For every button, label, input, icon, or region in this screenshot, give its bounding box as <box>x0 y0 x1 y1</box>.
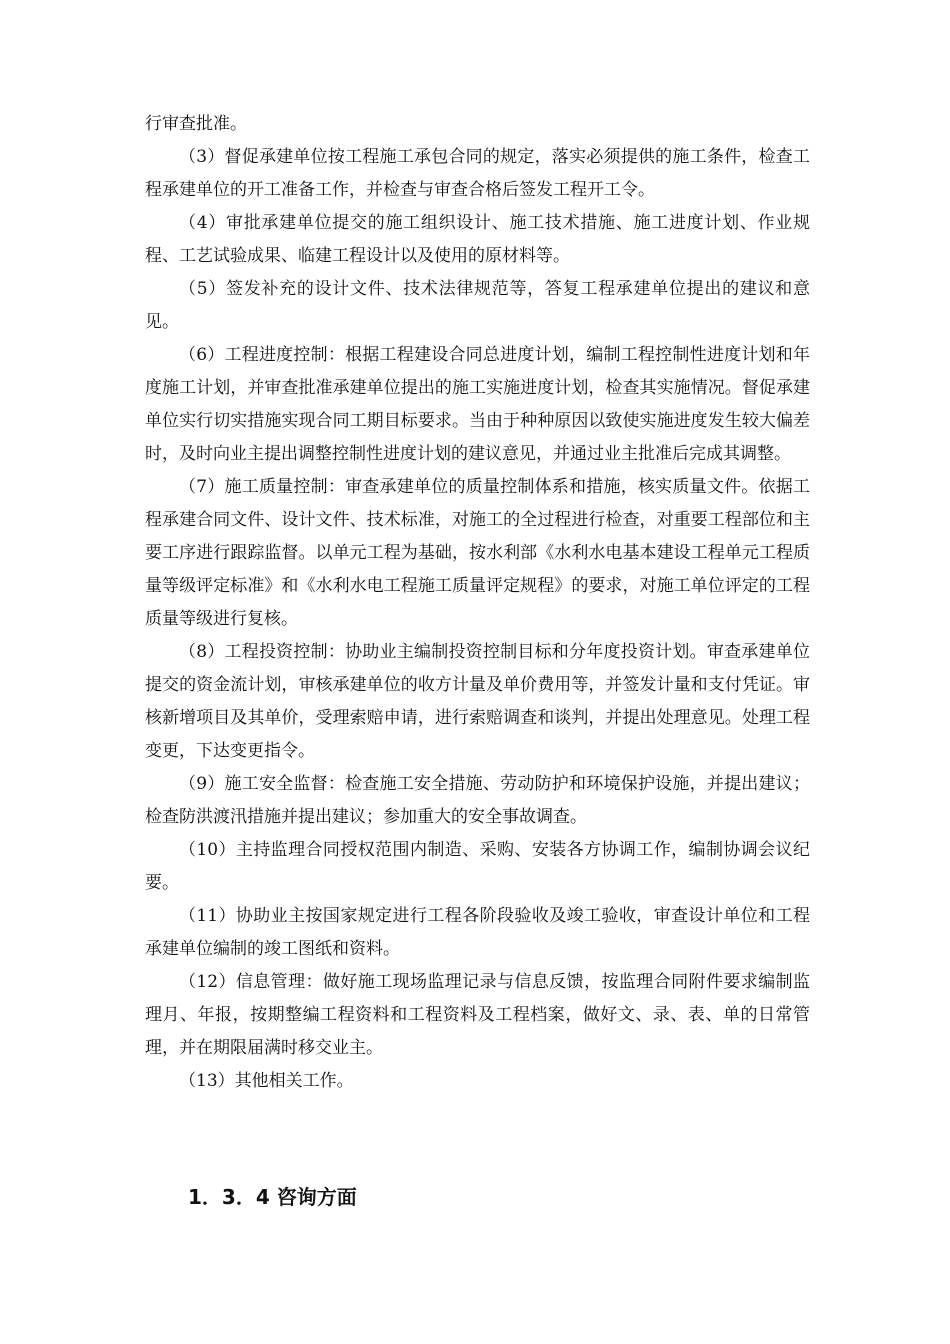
paragraph-item-8: （8）工程投资控制：协助业主编制投资控制目标和分年度投资计划。审查承建单位提交的资金流计划，审核承建单位的收方计量及单价费用等，并签发计量和支付凭证。审核新增项目及其单价，受理索赔申请，进行索赔调查和谈判，并提出处理意见。处理工程变更，下达变更指令。 <box>145 642 810 761</box>
paragraph-item-6: （6）工程进度控制：根据工程建设合同总进度计划，编制工程控制性进度计划和年度施工计划，并审查批准承建单位提出的施工实施进度计划，检查其实施情况。督促承建单位实行切实措施实现合同工期目标要求。当由于种种原因以致使实施进度发生较大偏差时，及时向业主提出调整控制性进度计划的建议意见，并通过业主批准后完成其调整。 <box>145 345 810 464</box>
paragraph-item-4: （4）审批承建单位提交的施工组织设计、施工技术措施、施工进度计划、作业规程、工艺试验成果、临建工程设计以及使用的原材料等。 <box>145 213 810 266</box>
paragraph-item-7: （7）施工质量控制：审查承建单位的质量控制体系和措施，核实质量文件。依据工程承建合同文件、设计文件、技术标准，对施工的全过程进行检查，对重要工程部位和主要工序进行跟踪监督。以单元工程为基础，按水利部《水利水电基本建设工程单元工程质量等级评定标准》和《水利水电工程施工质量评定规程》的要求，对施工单位评定的工程质量等级进行复核。 <box>145 477 810 629</box>
paragraph-item-11: （11）协助业主按国家规定进行工程各阶段验收及竣工验收，审查设计单位和工程承建单位编制的竣工图纸和资料。 <box>145 906 810 959</box>
paragraph-item-3: （3）督促承建单位按工程施工承包合同的规定，落实必须提供的施工条件，检查工程承建单位的开工准备工作，并检查与审查合格后签发工程开工令。 <box>145 147 810 200</box>
paragraph-item-13: （13）其他相关工作。 <box>179 1071 354 1091</box>
paragraph-continuation: 行审查批准。 <box>145 114 247 134</box>
paragraph-item-12: （12）信息管理：做好施工现场监理记录与信息反馈，按监理合同附件要求编制监理月、年报，按期整编工程资料和工程资料及工程档案，做好文、录、表、单的日常管理，并在期限届满时移交业主。 <box>145 972 810 1058</box>
body-text <box>145 108 810 1098</box>
paragraph-item-9: （9）施工安全监督：检查施工安全措施、劳动防护和环境保护设施，并提出建议；检查防洪渡汛措施并提出建议；参加重大的安全事故调查。 <box>145 774 810 827</box>
paragraph-item-10: （10）主持监理合同授权范围内制造、采购、安装各方协调工作，编制协调会议纪要。 <box>145 840 810 893</box>
paragraph-item-5: （5）签发补充的设计文件、技术法律规范等，答复工程承建单位提出的建议和意见。 <box>145 279 810 332</box>
section-heading: 1．3．4 咨询方面 <box>188 1185 357 1209</box>
